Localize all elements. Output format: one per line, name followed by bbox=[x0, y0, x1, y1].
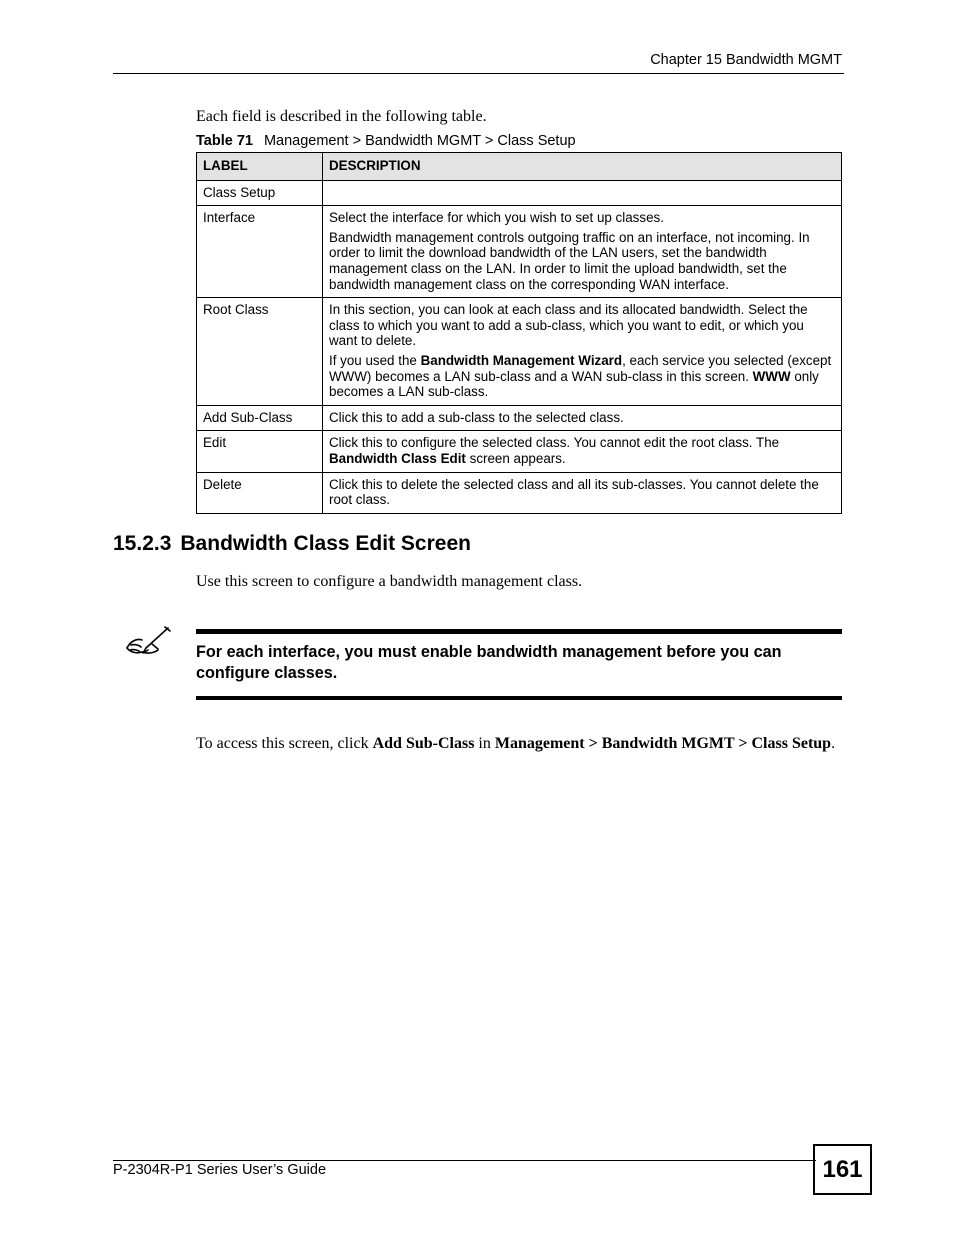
section-heading bbox=[113, 532, 471, 556]
header-rule bbox=[113, 73, 844, 74]
note-bottom-rule bbox=[196, 696, 842, 700]
bold-term: Bandwidth Management Wizard bbox=[420, 352, 623, 368]
description-paragraph: Bandwidth management controls outgoing traffic on an interface, not incoming. In order to limit the download bandwidth of the LAN users, set the bandwidth management class on the LAN. In order to limit the upload bandwidth, set the bandwidth management class on the corresponding WAN interface. bbox=[329, 229, 810, 292]
footer-rule bbox=[113, 1160, 816, 1161]
row-description bbox=[323, 298, 842, 406]
note-hand-icon bbox=[124, 626, 174, 662]
table-row bbox=[197, 298, 842, 406]
table-row bbox=[197, 206, 842, 298]
description-paragraph: Click this to add a sub-class to the selected class. bbox=[329, 409, 624, 425]
row-label: Interface bbox=[197, 206, 323, 298]
text-run: Click this to configure the selected class. You cannot edit the root class. The bbox=[329, 435, 780, 451]
note-text: For each interface, you must enable bandwidth management before you can configure classes. bbox=[196, 643, 782, 682]
row-description bbox=[323, 405, 842, 431]
text-run: screen appears. bbox=[465, 450, 566, 466]
table-row bbox=[197, 180, 842, 206]
field-description-table bbox=[196, 152, 842, 514]
access-instructions bbox=[196, 733, 842, 754]
table-caption bbox=[196, 133, 576, 149]
text-run: If you used the bbox=[329, 352, 421, 368]
running-header: Chapter 15 Bandwidth MGMT bbox=[650, 52, 842, 68]
bold-term: Bandwidth Class Edit bbox=[329, 450, 466, 466]
text-run: in bbox=[474, 735, 495, 752]
bold-term: Management > Bandwidth MGMT > Class Setup bbox=[494, 735, 832, 752]
table-row bbox=[197, 431, 842, 472]
description-paragraph: Select the interface for which you wish to set up classes. bbox=[329, 210, 664, 226]
guide-title: P-2304R-P1 Series User’s Guide bbox=[113, 1162, 327, 1178]
column-header-description: DESCRIPTION bbox=[323, 153, 842, 181]
intro-paragraph: Each field is described in the following table. bbox=[196, 108, 487, 125]
row-label: Root Class bbox=[197, 298, 323, 406]
text-run: , each service you selected (except WWW) becomes a LAN sub-class and a WAN sub-class in this screen. bbox=[329, 352, 832, 384]
description-paragraph: In this section, you can look at each class and its allocated bandwidth. Select the class to which you want to add a sub-class, which you want to edit, or which you want to delete. bbox=[329, 302, 808, 349]
row-label: Add Sub-Class bbox=[197, 405, 323, 431]
row-label: Class Setup bbox=[197, 180, 323, 206]
table-row bbox=[197, 405, 842, 431]
row-description bbox=[323, 431, 842, 472]
row-description bbox=[323, 206, 842, 298]
table-title: Management > Bandwidth MGMT > Class Setup bbox=[263, 133, 576, 149]
description-paragraph bbox=[329, 435, 835, 466]
text-run: To access this screen, click bbox=[196, 735, 373, 752]
table-number: Table 71 bbox=[196, 133, 253, 149]
section-number: 15.2.3 bbox=[113, 532, 172, 555]
text-run: only becomes a LAN sub-class. bbox=[329, 368, 819, 400]
description-paragraph: Click this to delete the selected class and all its sub-classes. You cannot delete the root class. bbox=[329, 476, 819, 508]
note-top-rule bbox=[196, 629, 842, 634]
section-intro: Use this screen to configure a bandwidth management class. bbox=[196, 573, 583, 590]
table-row bbox=[197, 472, 842, 513]
section-title: Bandwidth Class Edit Screen bbox=[180, 532, 471, 555]
description-paragraph bbox=[329, 353, 835, 400]
row-description bbox=[323, 472, 842, 513]
row-label: Delete bbox=[197, 472, 323, 513]
column-header-label: LABEL bbox=[197, 153, 323, 181]
bold-term: WWW bbox=[752, 368, 791, 384]
bold-term: Add Sub-Class bbox=[372, 735, 475, 752]
table-header-row bbox=[197, 153, 842, 181]
row-label: Edit bbox=[197, 431, 323, 472]
page-number: 161 bbox=[813, 1144, 872, 1195]
row-description bbox=[323, 180, 842, 206]
text-run: . bbox=[831, 735, 836, 752]
